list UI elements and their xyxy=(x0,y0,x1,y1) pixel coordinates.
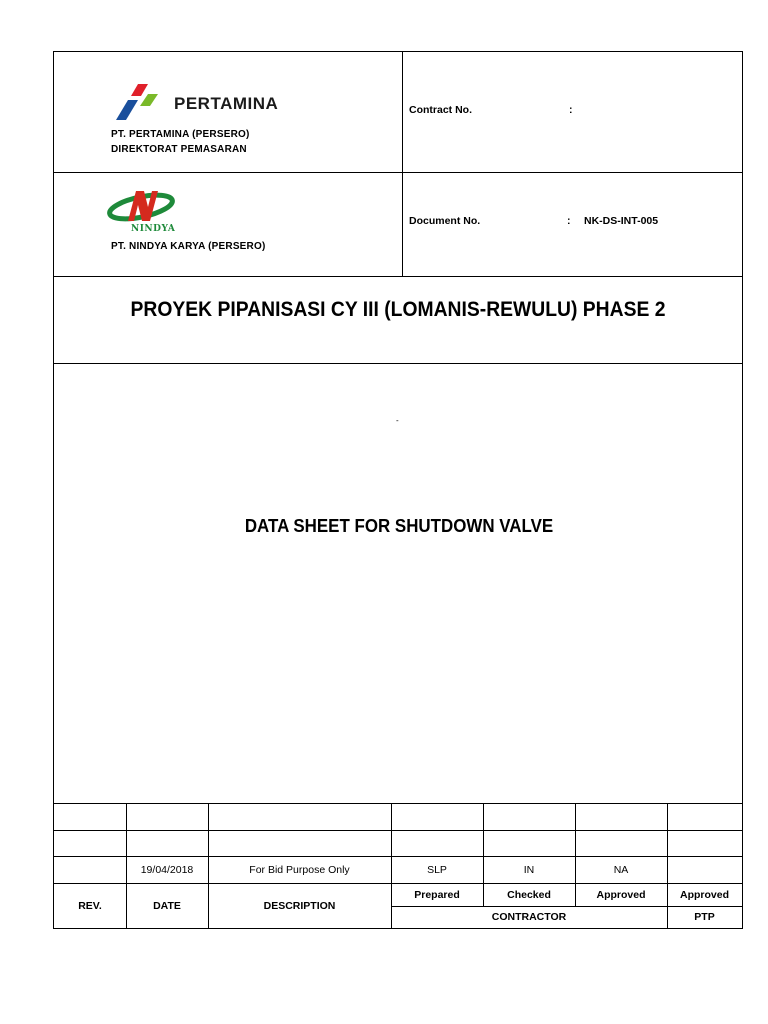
document-no-value: NK-DS-INT-005 xyxy=(584,215,659,227)
nindya-logo-icon xyxy=(106,185,176,225)
rev-row-3-checked: IN xyxy=(523,863,535,876)
pertamina-logo-text: PERTAMINA xyxy=(174,94,279,113)
nindya-logo-text: NINDYA xyxy=(131,224,176,234)
document-title: DATA SHEET FOR SHUTDOWN VALVE xyxy=(244,516,554,536)
rev-row-3-description: For Bid Purpose Only xyxy=(249,863,350,876)
document-no-separator: : xyxy=(567,215,571,227)
nindya-logo xyxy=(106,185,176,235)
rev-row-3-approved-ptp xyxy=(667,856,742,883)
contract-no-label: Contract No. xyxy=(409,104,472,116)
document-sheet xyxy=(53,51,743,929)
rev-row-3-approved: NA xyxy=(613,863,629,876)
rev-row-3-prepared: SLP xyxy=(427,863,447,876)
rev-header-rev: REV. xyxy=(78,899,102,912)
document-no-label: Document No. xyxy=(409,215,481,227)
rev-table-top xyxy=(54,803,742,804)
project-title: PROYEK PIPANISASI CY III (LOMANIS-REWULU) PHASE 2 xyxy=(130,298,666,321)
rev-header-ptp: PTP xyxy=(694,911,715,923)
rev-header-prepared: Prepared xyxy=(414,888,460,901)
rev-row-3-rev xyxy=(54,856,126,883)
rev-header-approved-ptp: Approved xyxy=(679,888,729,901)
title-row-line xyxy=(54,363,742,364)
pertamina-logo-icon xyxy=(114,82,168,122)
header-row-line-2 xyxy=(54,276,742,277)
rev-header-contractor: CONTRACTOR xyxy=(491,911,567,923)
rev-table-line-2 xyxy=(54,830,742,831)
header-divider xyxy=(402,52,403,277)
rev-header-approved: Approved xyxy=(596,888,646,901)
company2-line1: PT. NINDYA KARYA (PERSERO) xyxy=(111,241,266,252)
rev-header-date: DATE xyxy=(153,899,181,912)
rev-row-3-date: 19/04/2018 xyxy=(140,863,194,876)
rev-header-checked: Checked xyxy=(507,888,551,901)
company1-line2: DIREKTORAT PEMASARAN xyxy=(111,144,247,155)
small-mark: - xyxy=(396,416,399,425)
pertamina-logo xyxy=(114,82,294,122)
contract-no-separator: : xyxy=(569,104,573,116)
header-row-line-1 xyxy=(54,172,742,173)
company1-line1: PT. PERTAMINA (PERSERO) xyxy=(111,129,250,140)
rev-header-description: DESCRIPTION xyxy=(263,899,336,912)
